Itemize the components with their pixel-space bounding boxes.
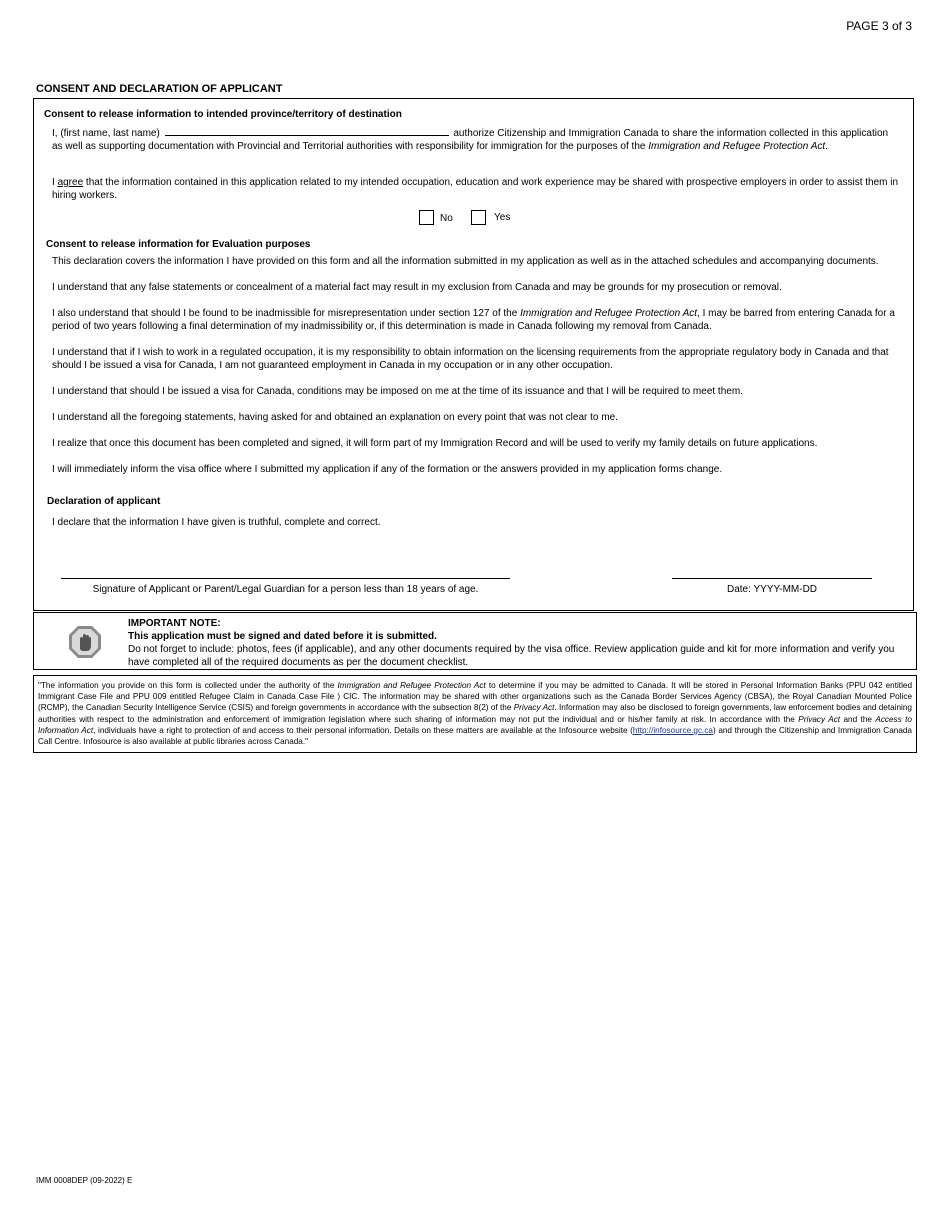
employer-consent-statement <box>52 176 912 202</box>
no-checkbox[interactable] <box>419 210 434 225</box>
evaluation-paragraph-7: I realize that once this document has been completed and signed, it will form part of my Immigration Record and will be used to verify my family details on future applications. <box>52 438 818 449</box>
privacy-t5: , individuals have a right to protection of and access to their personal information. Details on these matters are available at the Infosource website ( <box>93 725 633 735</box>
page-number: PAGE 3 of 3 <box>846 19 912 33</box>
important-note-box <box>33 612 917 670</box>
name-suffix: authorize Citizenship and Immigration Canada to share the information collected in this application <box>453 128 889 139</box>
infosource-link[interactable]: http://infosource.gc.ca <box>632 725 713 735</box>
date-line[interactable] <box>672 578 872 579</box>
important-note-text <box>128 617 908 669</box>
yes-checkbox[interactable] <box>471 210 486 225</box>
agree-word: agree <box>57 177 84 188</box>
privacy-t4-italic: Access to Information Act <box>38 714 912 735</box>
note-title: IMPORTANT NOTE: <box>128 618 221 629</box>
section-title: CONSENT AND DECLARATION OF APPLICANT <box>36 83 283 95</box>
agree-pre: I <box>52 177 58 188</box>
date-label: Date: YYYY-MM-DD <box>726 584 818 595</box>
consent-section-box <box>33 98 914 611</box>
privacy-t6: ) and through the Citizenship and Immigration Canada Call Centre. Infosource is also available at public libraries across Canada." <box>38 725 912 747</box>
yes-label: Yes <box>494 212 511 223</box>
consent-province-heading: Consent to release information to intended province/territory of destination <box>44 109 402 120</box>
no-label: No <box>440 213 453 224</box>
stop-hand-icon <box>68 625 102 659</box>
privacy-t4: and the <box>840 714 876 724</box>
evaluation-paragraph-5: I understand that should I be issued a visa for Canada, conditions may be imposed on me at the time of its issuance and that I will be required to meet them. <box>52 386 743 397</box>
consent-province-statement <box>52 126 912 153</box>
signature-label: Signature of Applicant or Parent/Legal Guardian for a person less than 18 years of age. <box>92 584 479 595</box>
act-name: Immigration and Refugee Protection Act <box>648 141 826 152</box>
declaration-text: I declare that the information I have given is truthful, complete and correct. <box>52 517 381 528</box>
privacy-t3-italic: Privacy Act <box>798 714 841 724</box>
privacy-t3: . Information may also be disclosed to foreign governments, law enforcement bodies and detaining authorities with respect to the administration and enforcement of immigration legislation where such sharing of information may not put the individual and or his/her family at risk. In accordance with the <box>38 703 912 724</box>
p3-before: I also understand that should I be found to be inadmissible for misrepresentation under section 127 of the <box>52 308 521 319</box>
signature-line[interactable] <box>61 578 510 579</box>
note-bold-line: This application must be signed and dated before it is submitted. <box>128 631 437 642</box>
evaluation-paragraph-8: I will immediately inform the visa office where I submitted my application if any of the formation or the answers provided in my application forms change. <box>52 464 723 475</box>
privacy-notice <box>33 675 917 753</box>
evaluation-paragraph-3 <box>52 307 912 333</box>
name-prefix: I, (first name, last name) <box>52 128 160 139</box>
name-input-line[interactable] <box>165 126 449 136</box>
privacy-t1-italic: Immigration and Refugee Protection Act <box>337 681 486 690</box>
evaluation-paragraph-4: I understand that if I wish to work in a regulated occupation, it is my responsibility to obtain information on the licensing requirements from the appropriate regulatory body in Canada and that should I be issued a visa for Canada, I am not guaranteed employment in Canada in my occupation or in any other occupation. <box>52 347 889 371</box>
privacy-t1: "The information you provide on this form is collected under the authority of the <box>38 681 338 690</box>
form-code: IMM 0008DEP (09-2022) E <box>36 1176 133 1185</box>
evaluation-paragraph-1: This declaration covers the information I have provided on this form and all the information submitted in my application as well as in the attached schedules and accompanying documents. <box>52 256 879 267</box>
note-body: Do not forget to include: photos, fees (if applicable), and any other documents required by the visa office. Review application guide and kit for more information and verify you have completed all of the required documents as per the document checklist. <box>128 644 895 668</box>
p3-after: , I may be barred from entering Canada for a period of two years following a final determination of my inadmissibility or, if this determination is made in Canada following my removal from Canada. <box>52 308 895 332</box>
consent-line2-end: . <box>825 141 828 152</box>
privacy-t2: to determine if you may be admitted to Canada. It will be stored in Personal Information Banks (PPU 042 entitled Immigrant Case File and PPU 009 entitled Refugee Claim in Canada Case File ) CIC. The information may be shared with other organizations such as the Canada Border Services Agency (CBSA), the Royal Canadian Mounted Police (RCMP), the Canadian Security Intelligence Service (CSIS) and foreign governments in accordance with the subsection 8(2) of the <box>38 681 913 713</box>
evaluation-paragraph-6: I understand all the foregoing statements, having asked for and obtained an explanation on every point that was not clear to me. <box>52 412 618 423</box>
declaration-heading: Declaration of applicant <box>47 496 161 507</box>
agree-post: that the information contained in this application related to my intended occupation, education and work experience may be shared with prospective employers in order to assist them in hiring workers. <box>52 177 899 201</box>
consent-line2: as well as supporting documentation with Provincial and Territorial authorities with responsibility for immigration for the purposes of the <box>52 141 649 152</box>
p3-act: Immigration and Refugee Protection Act <box>520 308 698 319</box>
privacy-t2-italic: Privacy Act <box>513 703 555 713</box>
evaluation-paragraph-2: I understand that any false statements or concealment of a material fact may result in my exclusion from Canada and may be grounds for my prosecution or removal. <box>52 282 782 293</box>
consent-evaluation-heading: Consent to release information for Evaluation purposes <box>46 239 311 250</box>
